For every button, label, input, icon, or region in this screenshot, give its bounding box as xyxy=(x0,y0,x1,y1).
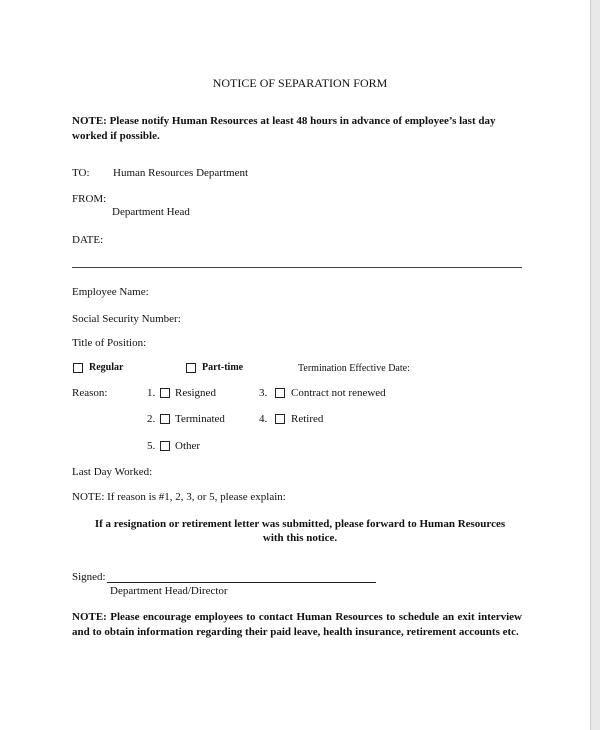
regular-checkbox[interactable] xyxy=(73,363,83,373)
reason-3-label: Contract not renewed xyxy=(291,387,386,399)
last-day-worked-label: Last Day Worked: xyxy=(72,466,153,478)
other-checkbox[interactable] xyxy=(160,441,170,451)
reason-3-number: 3. xyxy=(259,387,268,399)
from-label: FROM: xyxy=(72,193,107,205)
resigned-checkbox[interactable] xyxy=(160,388,170,398)
form-title: NOTICE OF SEPARATION FORM xyxy=(212,76,388,90)
from-value: Department Head xyxy=(112,206,190,218)
resignation-note-line1: If a resignation or retirement letter was submitted, please forward to Human Resources xyxy=(94,518,506,530)
to-value: Human Resources Department xyxy=(113,167,249,179)
termination-effective-date-label: Termination Effective Date: xyxy=(298,363,410,374)
resignation-note-line2: with this notice. xyxy=(262,532,338,544)
contract-not-renewed-checkbox[interactable] xyxy=(275,388,285,398)
reason-5-number: 5. xyxy=(147,440,156,452)
title-of-position-label: Title of Position: xyxy=(72,337,147,349)
signature-line[interactable] xyxy=(107,582,376,583)
parttime-label: Part-time xyxy=(202,362,244,373)
to-label: TO: xyxy=(72,167,90,179)
ssn-label: Social Security Number: xyxy=(72,313,181,325)
retired-checkbox[interactable] xyxy=(275,414,285,424)
reason-4-number: 4. xyxy=(259,413,268,425)
reason-label: Reason: xyxy=(72,387,108,399)
reason-1-number: 1. xyxy=(147,387,156,399)
employee-name-label: Employee Name: xyxy=(72,286,149,298)
parttime-checkbox[interactable] xyxy=(186,363,196,373)
regular-label: Regular xyxy=(89,362,124,373)
reason-5-label: Other xyxy=(175,440,201,452)
signed-label: Signed: xyxy=(72,571,106,583)
signer-title: Department Head/Director xyxy=(110,585,228,597)
divider-line xyxy=(72,267,522,268)
note-exit-interview: NOTE: Please encourage employees to contact Human Resources to schedule an exit interview and to obtain information regarding their paid leave, health insurance, retirement accounts etc. xyxy=(72,611,522,638)
reason-2-number: 2. xyxy=(147,413,156,425)
reason-4-label: Retired xyxy=(291,413,324,425)
note-advance-line2: worked if possible. xyxy=(72,130,160,142)
date-label: DATE: xyxy=(72,234,104,246)
reason-2-label: Terminated xyxy=(175,413,225,425)
terminated-checkbox[interactable] xyxy=(160,414,170,424)
note-explain: NOTE: If reason is #1, 2, 3, or 5, please explain: xyxy=(72,491,286,503)
reason-1-label: Resigned xyxy=(175,387,216,399)
note-advance-line1: NOTE: Please notify Human Resources at least 48 hours in advance of employee’s last day xyxy=(72,115,496,127)
